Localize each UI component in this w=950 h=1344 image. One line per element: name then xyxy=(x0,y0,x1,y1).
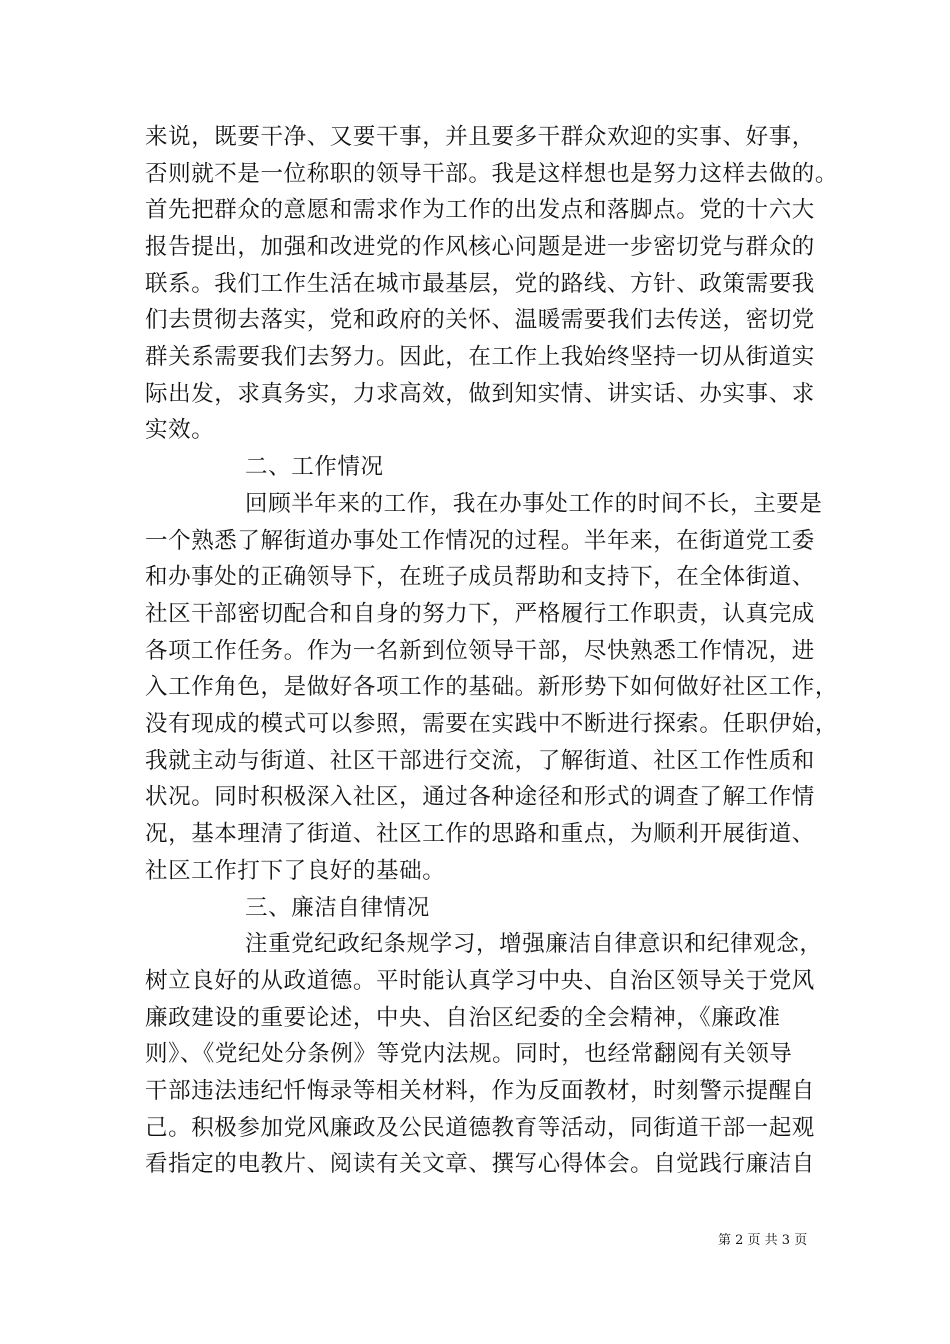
body-text-line: 联系。我们工作生活在城市最基层，党的路线、方针、政策需要我 xyxy=(145,271,815,297)
body-text-line: 来说，既要干净、又要干事，并且要多干群众欢迎的实事、好事， xyxy=(145,124,815,150)
body-text-line: 我就主动与街道、社区干部进行交流，了解街道、社区工作性质和 xyxy=(145,748,815,774)
body-text-line: 树立良好的从政道德。平时能认真学习中央、自治区领导关于党风 xyxy=(145,968,815,994)
body-text-line: 回顾半年来的工作，我在办事处工作的时间不长，主要是 xyxy=(245,491,823,517)
body-text-line: 群关系需要我们去努力。因此，在工作上我始终坚持一切从街道实 xyxy=(145,344,815,370)
body-text-line: 况，基本理清了街道、社区工作的思路和重点，为顺利开展街道、 xyxy=(145,821,815,847)
body-text-line: 一个熟悉了解街道办事处工作情况的过程。半年来，在街道党工委 xyxy=(145,528,815,554)
body-text-line: 则》、《党纪处分条例》等党内法规。同时，也经常翻阅有关领导 xyxy=(145,1041,793,1067)
body-text-line: 各项工作任务。作为一名新到位领导干部，尽快熟悉工作情况，进 xyxy=(145,638,815,664)
body-text-line: 社区工作打下了良好的基础。 xyxy=(145,858,446,884)
body-text-line: 己。积极参加党风廉政及公民道德教育等活动，同街道干部一起观 xyxy=(145,1115,815,1141)
body-text-line: 注重党纪政纪条规学习，增强廉洁自律意识和纪律观念， xyxy=(245,931,823,957)
section-heading: 二、工作情况 xyxy=(245,454,384,480)
section-heading: 三、廉洁自律情况 xyxy=(245,895,430,921)
body-text-line: 际出发，求真务实，力求高效，做到知实情、讲实话、办实事、求 xyxy=(145,381,815,407)
body-text-line: 状况。同时积极深入社区，通过各种途径和形式的调查了解工作情 xyxy=(145,784,815,810)
body-text-line: 入工作角色，是做好各项工作的基础。新形势下如何做好社区工作， xyxy=(145,674,839,700)
body-text-line: 实效。 xyxy=(145,417,215,443)
body-text-line: 首先把群众的意愿和需求作为工作的出发点和落脚点。党的十六大 xyxy=(145,197,815,223)
body-text-line: 否则就不是一位称职的领导干部。我是这样想也是努力这样去做的。 xyxy=(145,161,839,187)
page-number-footer: 第 2 页 共 3 页 xyxy=(718,1233,808,1248)
body-text-line: 社区干部密切配合和自身的努力下，严格履行工作职责，认真完成 xyxy=(145,601,815,627)
body-text-line: 没有现成的模式可以参照，需要在实践中不断进行探索。任职伊始， xyxy=(145,711,839,737)
body-text-line: 和办事处的正确领导下，在班子成员帮助和支持下，在全体街道、 xyxy=(145,564,815,590)
body-text-line: 报告提出，加强和改进党的作风核心问题是进一步密切党与群众的 xyxy=(145,234,815,260)
body-text-line: 们去贯彻去落实，党和政府的关怀、温暖需要我们去传送，密切党 xyxy=(145,307,815,333)
body-text-line: 廉政建设的重要论述，中央、自治区纪委的全会精神，《廉政准 xyxy=(145,1005,781,1031)
body-text-line: 干部违法违纪忏悔录等相关材料，作为反面教材，时刻警示提醒自 xyxy=(145,1078,815,1104)
body-text-line: 看指定的电教片、阅读有关文章、撰写心得体会。自觉践行廉洁自 xyxy=(145,1151,815,1177)
